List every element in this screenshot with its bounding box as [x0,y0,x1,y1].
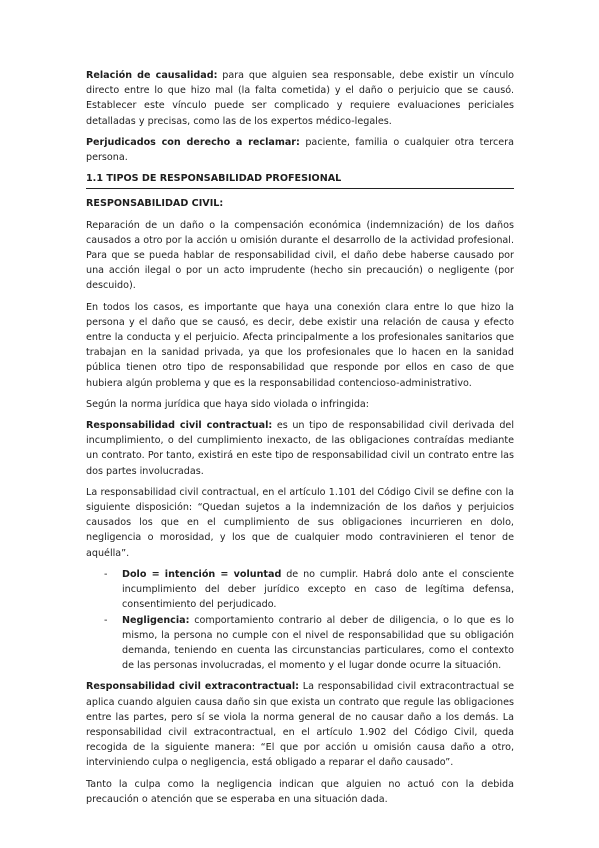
item-text: de no cumplir. Habrá dolo ante el consciente incumplimiento del deber jurídico excepto en caso de legítima defensa, consentimiento del perjudicado. [122,568,514,611]
civil-liability-subheading: RESPONSABILIDAD CIVIL: [86,198,224,210]
paragraph-lead: Responsabilidad civil extracontractual: [86,681,299,693]
closing-paragraph: Tanto la culpa como la negligencia indican que alguien no actuó con la debida precaución o atención que se esperaba en una situación dada. [86,778,514,805]
paragraph-text: paciente, familia o cualquier otra tercera persona. [86,136,515,164]
dash-bullet: - [104,568,108,580]
paragraph-lead: Relación de causalidad: [86,70,218,81]
causation-paragraph: En todos los casos, es importante que haya una conexión clara entre lo que hizo la persona y el daño que se causó, es decir, debe existir una relación de causa y efecto entre la conducta y el perjuicio. Afecta principalmente a los profesionales sanitarios que trabajan en la sanidad privada, ya que los profesionales que lo hacen en la sanidad pública tienen otro tipo de responsabilidad que responde por ellos en caso de que hubiera algún problema y que es la responsabilidad contencioso-administrativo. [86,301,514,389]
paragraph-text: La responsabilidad civil extracontractual se aplica cuando alguien causa daño sin que exista un contrato que regule las obligaciones entre las partes, pero sí se viola la norma general de no causar daño a los demás. La responsabilidad civil extracontractual, en el artículo 1.902 del Código Civil, queda recogida de la siguiente manera: “El que por acción u omisión causa daño a otro, interviniendo culpa o negligencia, está obligado a reparar el daño causado”. [86,681,514,769]
item-lead: Negligencia: [122,614,190,626]
paragraph-text: para que alguien sea responsable, debe existir un vínculo directo entre lo que hizo mal (la falta cometida) y el daño o perjuicio que se causó. Establecer este vínculo puede ser complicado y requiere evaluaciones periciales detalladas y precisas, como las de los expertos médico-legales. [86,70,514,127]
causality-paragraph [86,68,514,129]
list-item [86,613,514,674]
claimants-paragraph [86,135,514,165]
item-lead: Dolo = intención = voluntad [122,568,282,580]
definition-paragraph: Reparación de un daño o la compensación económica (indemnización) de los daños causados a otro por la acción u omisión durante el desarrollo de la actividad profesional. Para que se pueda hablar de responsabilidad civil, el daño debe haberse causado por una acción ilegal o por un acto imprudente (hecho sin precaución) o negligente (por descuido). [86,219,514,292]
contractual-paragraph [86,418,514,479]
paragraph-text: es un tipo de responsabilidad civil derivada del incumplimiento, o del cumplimiento inexacto, de las obligaciones contraídas mediante un contrato. Por tanto, existirá en este tipo de responsabilidad civil un contrato entre las dos partes involucradas. [86,420,514,477]
paragraph-lead: Perjudicados con derecho a reclamar: [86,136,300,148]
dash-bullet: - [104,614,108,626]
list-item [86,567,514,613]
document-page [86,68,514,813]
norm-paragraph: Según la norma jurídica que haya sido violada o infringida: [86,398,370,410]
extracontractual-paragraph [86,679,514,770]
item-text: comportamiento contrario al deber de diligencia, o lo que es lo mismo, la persona no cumple con el nivel de responsabilidad que su obligación demanda, teniendo en cuenta las circunstancias particulares, como el contexto de las personas involucradas, el momento y el lugar donde ocurre la situación. [122,614,514,672]
concepts-list [86,567,514,673]
section-heading: 1.1 TIPOS DE RESPONSABILIDAD PROFESIONAL [86,171,514,189]
paragraph-lead: Responsabilidad civil contractual: [86,420,273,432]
article-1101-paragraph: La responsabilidad civil contractual, en el artículo 1.101 del Código Civil se define con la siguiente disposición: “Quedan sujetos a la indemnización de los daños y perjuicios causados los que en el cumplimiento de sus obligaciones incurrieren en dolo, negligencia o morosidad, y los que de cualquier modo contravinieren el tenor de aquélla”. [86,486,514,559]
